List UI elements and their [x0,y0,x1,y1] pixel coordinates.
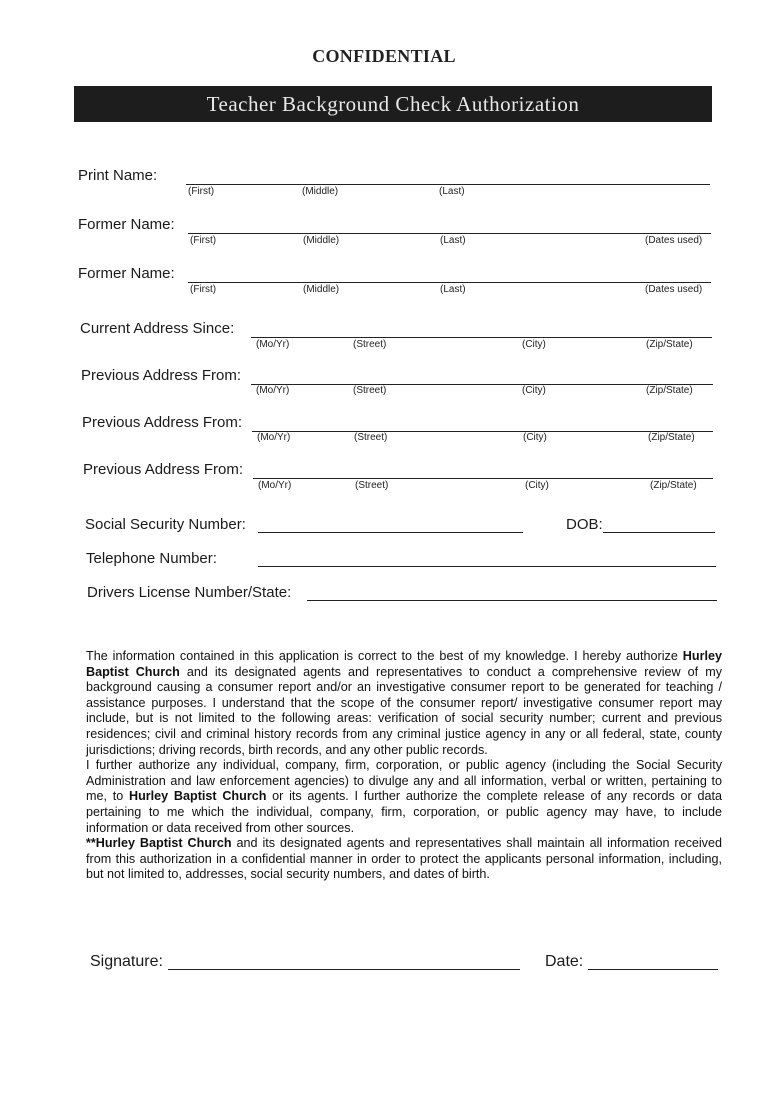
street-sublabel: (Street) [354,432,388,443]
current-address-label: Current Address Since: [80,320,235,337]
last-sublabel: (Last) [440,284,466,295]
text-segment: and its designated agents and representatives to conduct a comprehensive review of my background causing a consumer report and/or an investigative consumer report to be generated for teaching / assistance purposes. I understand that the scope of the consumer report/ investigative consumer report may include, but is not limited to the following areas: verification of social security number; current and previous residences; civil and criminal history records from any criminal justice agency in any or all federal, state, county jurisdictions; driving records, birth records, and any other public records. [86,664,722,757]
authorization-paragraph [86,649,722,758]
city-sublabel: (City) [522,339,546,350]
previous-address-label: Previous Address From: [83,461,244,478]
zip-state-sublabel: (Zip/State) [648,432,695,443]
former-name-label: Former Name: [78,216,175,233]
form-title-banner: Teacher Background Check Authorization [74,86,712,122]
mo-yr-sublabel: (Mo/Yr) [257,432,291,443]
church-name: Hurley Baptist Church [86,649,722,679]
middle-sublabel: (Middle) [303,235,340,246]
text-segment: and its designated agents and representatives shall maintain all information received from this authorization in a confidential manner in order to protect the applicants personal information, including, but not limited to, addresses, social security numbers, and dates of birth. [86,836,722,882]
authorization-text [86,649,722,883]
middle-sublabel: (Middle) [302,186,339,197]
confidentiality-paragraph [86,836,722,883]
former-name-field[interactable] [188,233,711,234]
street-sublabel: (Street) [353,339,387,350]
confidential-heading: CONFIDENTIAL [312,46,456,66]
text-segment: I further authorize any individual, company, firm, corporation, or public agency (including the Social Security Administration and law enforcement agencies) to divulge any and all information, verbal or written, pertaining to me, to [86,758,722,804]
former-name-label: Former Name: [78,265,175,282]
zip-state-sublabel: (Zip/State) [650,480,697,491]
middle-sublabel: (Middle) [303,284,340,295]
last-sublabel: (Last) [439,186,465,197]
previous-address-field[interactable] [253,478,713,479]
first-sublabel: (First) [190,284,217,295]
previous-address-label: Previous Address From: [81,367,242,384]
former-name-field[interactable] [188,282,711,283]
dates-used-sublabel: (Dates used) [645,235,703,246]
previous-address-field[interactable] [252,431,713,432]
telephone-field[interactable] [258,566,716,567]
dob-field[interactable] [603,532,715,533]
ssn-label: Social Security Number: [85,516,246,533]
zip-state-sublabel: (Zip/State) [646,385,693,396]
street-sublabel: (Street) [355,480,389,491]
church-name: Hurley Baptist Church [128,789,267,804]
dates-used-sublabel: (Dates used) [645,284,703,295]
first-sublabel: (First) [188,186,215,197]
mo-yr-sublabel: (Mo/Yr) [256,385,290,396]
mo-yr-sublabel: (Mo/Yr) [256,339,290,350]
text-segment: or its agents. I further authorize the complete release of any records or data pertaining to me which the individual, company, firm, corporation, or public agency may have, to include information or data received from other sources. [86,789,722,835]
text-segment: The information contained in this application is correct to the best of my knowledge. I hereby authorize [86,649,683,663]
current-address-field[interactable] [251,337,712,338]
city-sublabel: (City) [523,432,547,443]
date-label: Date: [545,953,584,970]
first-sublabel: (First) [190,235,217,246]
authorization-paragraph [86,758,722,836]
signature-label: Signature: [90,953,163,970]
ssn-field[interactable] [258,532,523,533]
date-field[interactable] [588,969,718,970]
zip-state-sublabel: (Zip/State) [646,339,693,350]
signature-field[interactable] [168,969,520,970]
city-sublabel: (City) [522,385,546,396]
previous-address-label: Previous Address From: [82,414,243,431]
church-name: **Hurley Baptist Church [86,836,232,851]
print-name-field[interactable] [186,184,710,185]
last-sublabel: (Last) [440,235,466,246]
dob-label: DOB: [566,516,603,533]
street-sublabel: (Street) [353,385,387,396]
previous-address-field[interactable] [251,384,713,385]
telephone-label: Telephone Number: [86,550,217,567]
drivers-license-field[interactable] [307,600,717,601]
print-name-label: Print Name: [78,167,158,184]
drivers-license-label: Drivers License Number/State: [87,584,292,601]
mo-yr-sublabel: (Mo/Yr) [258,480,292,491]
city-sublabel: (City) [525,480,549,491]
